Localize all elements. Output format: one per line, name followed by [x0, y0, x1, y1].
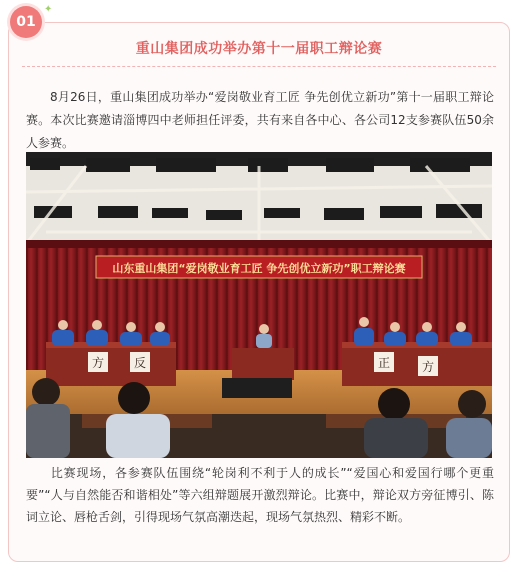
- event-photo: [26, 152, 492, 458]
- left-team-sign-text: 方: [91, 356, 105, 370]
- section-number-badge: 01: [10, 6, 42, 38]
- center-host-table: [232, 348, 294, 380]
- paragraph-intro-text: 8月26日，重山集团成功举办“爱岗敬业育工匠 争先创优立新功”第十一届职工辩论赛。本次比赛邀请淄博四中老师担任评委，共有来自各中心、各公司12支参赛队伍50余人参赛。: [26, 90, 494, 150]
- left-debate-table: [46, 346, 176, 386]
- event-photo-illustration: [26, 152, 492, 458]
- paragraph-intro: [26, 86, 494, 155]
- event-banner-text: 山东重山集团“爱岗敬业育工匠 争先创优立新功”职工辩论赛: [112, 262, 406, 275]
- title-divider: [22, 66, 496, 67]
- article-title: 重山集团成功举办第十一届职工辩论赛: [135, 41, 383, 57]
- paragraph-competition: [26, 462, 494, 528]
- left-team-sign-2-text: 反: [133, 356, 147, 370]
- right-debate-table: [342, 346, 492, 386]
- right-team-sign-2-text: 方: [421, 360, 435, 374]
- right-team-sign-text: 正: [377, 356, 391, 370]
- stage-monitor-speaker: [222, 378, 292, 398]
- paragraph-competition-text: 比赛现场，各参赛队伍围绕“轮岗利不利于人的成长”“爱国心和爱国行哪个更重要”“人与自然能否和谐相处”等六组辩题展开激烈辩论。比赛中，辩论双方旁征博引、陈词立论、唇枪舌剑，引得现场气氛高潮迭起，现场气氛热烈、精彩不断。: [26, 466, 494, 524]
- sparkle-icon: ✦: [44, 4, 53, 15]
